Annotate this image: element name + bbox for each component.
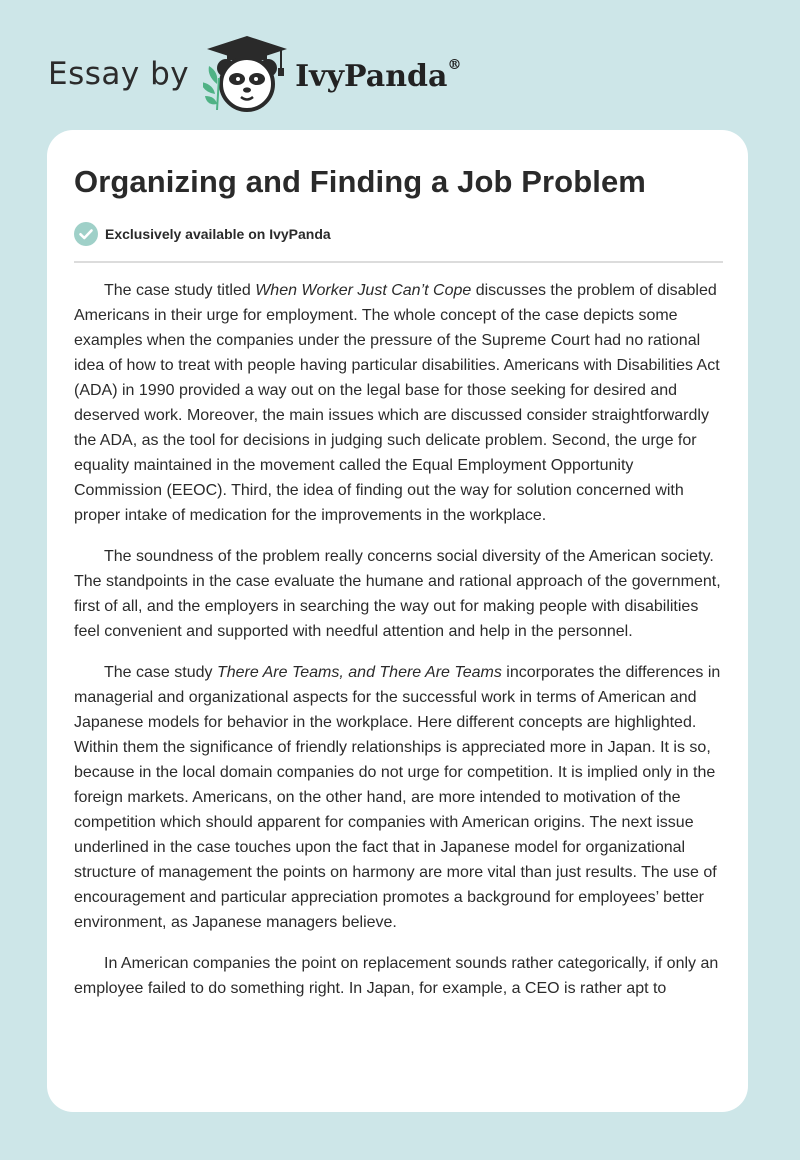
panda-graduate-icon[interactable]	[203, 34, 291, 114]
paragraph	[74, 544, 724, 644]
paragraph-text: discusses the problem of disabled Americans in their urge for employment. The whole concept of the case depicts some examples when the companies under the pressure of the Supreme Court had no rational idea of how to treat with people having particular disabilities. Americans with Disabilities Act (ADA) in 1990 provided a way out on the legal base for those seeking for desired and deserved work. Moreover, the main issues which are discussed consider straightforwardly the ADA, as the tool for decisions in judging such delicate problem. Second, the urge for equality maintained in the movement called the Equal Employment Opportunity Commission (EEOC). Third, the idea of finding out the way for solution concerned with proper intake of medication for the improvements in the workplace.	[74, 282, 720, 524]
paragraph-text: incorporates the differences in managerial and organizational aspects for the successful work in terms of American and Japanese models for behavior in the workplace. Here different concepts are highlighted. Within them the significance of friendly relationships is appreciated more in Japan. It is so, because in the local domain companies do not urge for competition. It is implied only in the foreign markets. Americans, on the other hand, are more intended to motivation of the competition which should apparent for companies with American origins. The next issue underlined in the case touches upon the fact that in Japanese model for organizational structure of management the points on harmony are more vital than just results. The use of encouragement and particular appreciation promotes a background for employees’ better environment, as Japanese managers believe.	[74, 664, 721, 931]
article-card	[47, 130, 748, 1112]
paragraph	[74, 278, 724, 528]
case-title-italic: When Worker Just Can’t Cope	[255, 282, 472, 299]
exclusive-badge	[74, 222, 331, 246]
article-body	[74, 278, 724, 1017]
paragraph-text: The soundness of the problem really concerns social diversity of the American society. The standpoints in the case evaluate the humane and rational approach of the government, first of all, and the employers in searching the way out for making people with disabilities feel convenient and supported with needful attention and help in the personnel.	[74, 548, 721, 640]
paragraph	[74, 951, 724, 1001]
paragraph-text: The case study	[104, 664, 217, 681]
exclusive-label: Exclusively available on IvyPanda	[105, 226, 331, 242]
brand-name	[295, 56, 462, 94]
case-title-italic: There Are Teams, and There Are Teams	[216, 664, 502, 681]
registered-mark: ®	[447, 56, 462, 73]
paragraph-text: The case study titled	[104, 282, 256, 299]
paragraph-text: In American companies the point on replacement sounds rather categorically, if only an employee failed to do something right. In Japan, for example, a CEO is rather apt to	[74, 955, 719, 997]
divider	[74, 261, 723, 263]
page-title: Organizing and Finding a Job Problem	[74, 164, 646, 199]
brand-text: IvyPanda	[295, 58, 448, 94]
essay-by-label: Essay by	[48, 56, 190, 92]
site-header	[48, 34, 461, 114]
check-circle-icon	[74, 222, 98, 246]
paragraph	[74, 660, 724, 935]
